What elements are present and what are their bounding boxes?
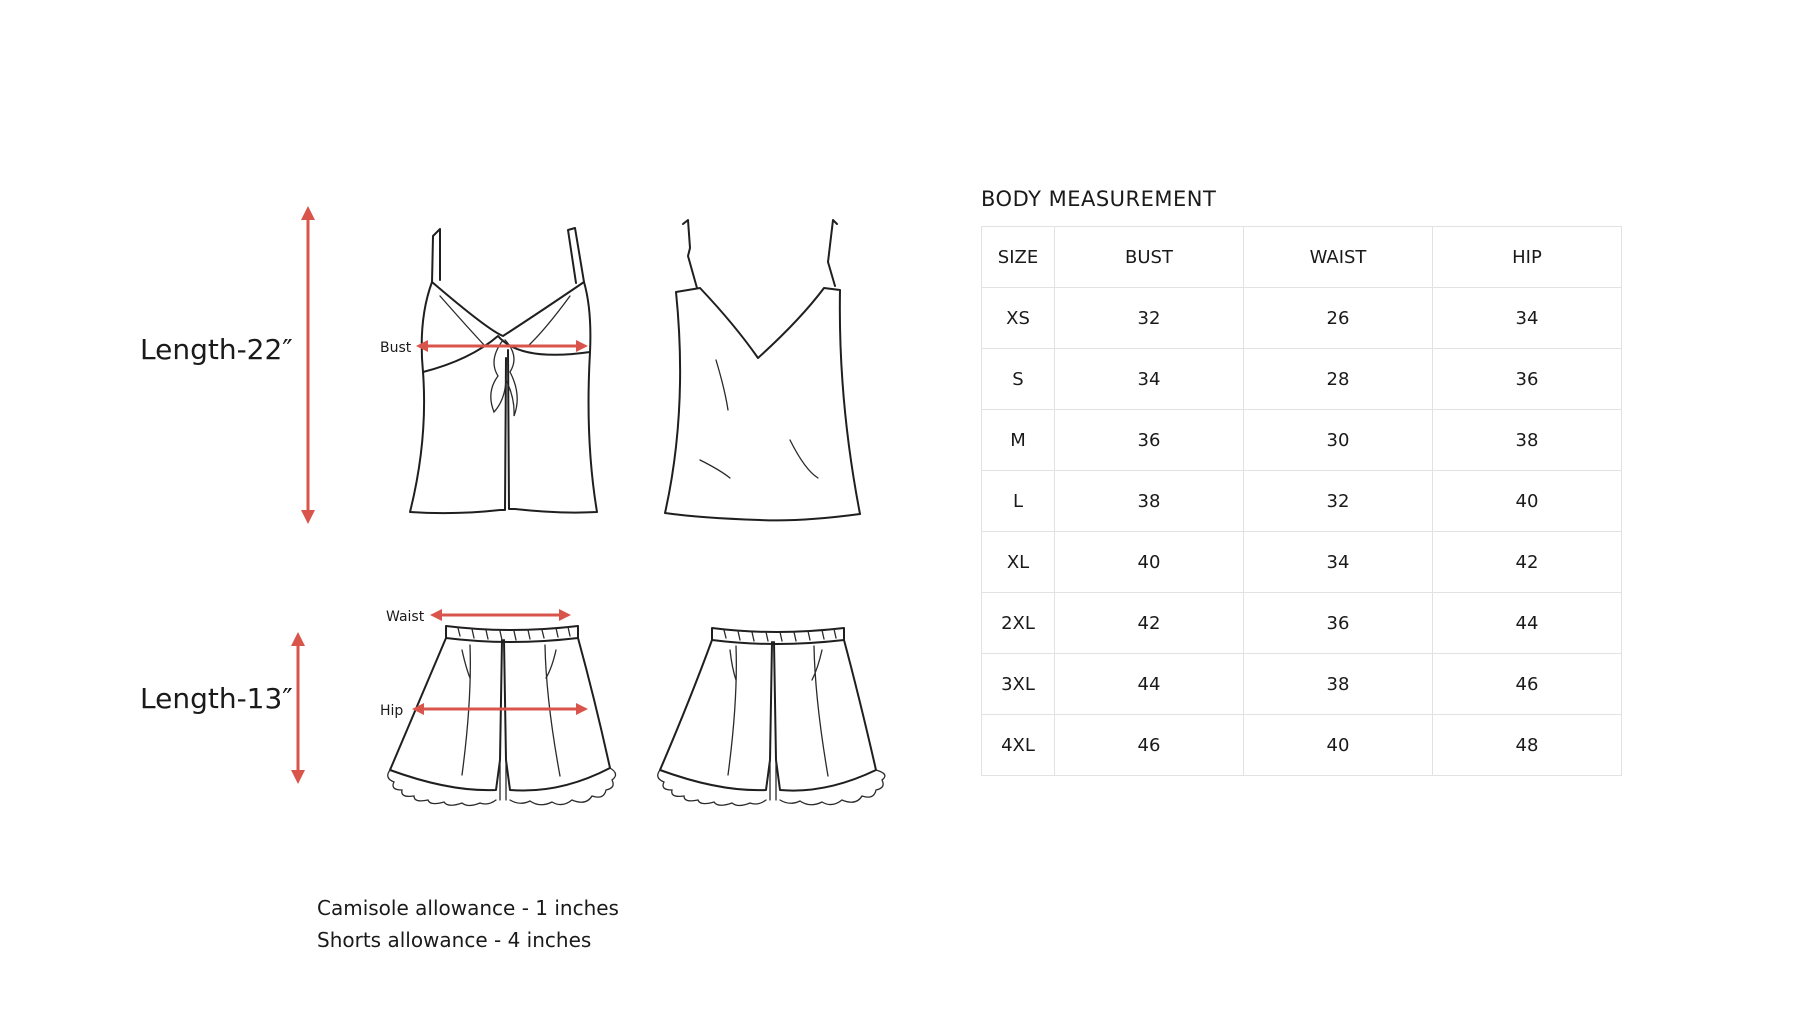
cell-bust: 36 (1055, 410, 1244, 471)
cell-hip: 34 (1433, 288, 1622, 349)
waist-label: Waist (386, 609, 425, 625)
hip-label: Hip (380, 703, 404, 719)
cell-hip: 48 (1433, 715, 1622, 776)
cell-waist: 36 (1244, 593, 1433, 654)
table-body (982, 288, 1622, 776)
cell-size: 3XL (982, 654, 1055, 715)
cell-bust: 34 (1055, 349, 1244, 410)
cell-bust: 40 (1055, 532, 1244, 593)
shorts-front-sketch (388, 626, 616, 806)
camisole-allowance-note: Camisole allowance - 1 inches (317, 896, 619, 920)
cell-waist: 34 (1244, 532, 1433, 593)
cell-size: XS (982, 288, 1055, 349)
cell-waist: 28 (1244, 349, 1433, 410)
header-waist: WAIST (1244, 227, 1433, 288)
header-bust: BUST (1055, 227, 1244, 288)
cell-size: 2XL (982, 593, 1055, 654)
table-row (982, 532, 1622, 593)
cell-bust: 44 (1055, 654, 1244, 715)
cell-size: 4XL (982, 715, 1055, 776)
cell-size: S (982, 349, 1055, 410)
allowance-notes (317, 892, 619, 956)
header-size: SIZE (982, 227, 1055, 288)
table-header-row (982, 227, 1622, 288)
table-row (982, 349, 1622, 410)
cell-waist: 26 (1244, 288, 1433, 349)
cell-hip: 38 (1433, 410, 1622, 471)
cell-size: XL (982, 532, 1055, 593)
cell-bust: 38 (1055, 471, 1244, 532)
cell-hip: 42 (1433, 532, 1622, 593)
bottom-length-arrow (291, 632, 305, 784)
table-row (982, 471, 1622, 532)
cell-waist: 32 (1244, 471, 1433, 532)
top-length-arrow (301, 206, 315, 524)
table-row (982, 715, 1622, 776)
cell-hip: 36 (1433, 349, 1622, 410)
cell-size: M (982, 410, 1055, 471)
top-length-label: Length-22″ (140, 333, 293, 366)
shorts-allowance-note: Shorts allowance - 4 inches (317, 928, 592, 952)
waist-arrow (430, 609, 571, 621)
cell-hip: 46 (1433, 654, 1622, 715)
cell-hip: 44 (1433, 593, 1622, 654)
bottom-length-label: Length-13″ (140, 682, 293, 715)
table-row (982, 410, 1622, 471)
header-hip: HIP (1433, 227, 1622, 288)
camisole-front-sketch (410, 228, 597, 513)
table-row (982, 593, 1622, 654)
cell-bust: 42 (1055, 593, 1244, 654)
cell-waist: 40 (1244, 715, 1433, 776)
measurement-table (981, 226, 1622, 776)
cell-bust: 46 (1055, 715, 1244, 776)
table-title: BODY MEASUREMENT (981, 187, 1217, 211)
table-row (982, 654, 1622, 715)
cell-bust: 32 (1055, 288, 1244, 349)
shorts-back-sketch (658, 628, 885, 806)
camisole-back-sketch (665, 220, 860, 520)
cell-hip: 40 (1433, 471, 1622, 532)
cell-waist: 38 (1244, 654, 1433, 715)
cell-waist: 30 (1244, 410, 1433, 471)
bust-label: Bust (380, 340, 412, 356)
table-row (982, 288, 1622, 349)
cell-size: L (982, 471, 1055, 532)
